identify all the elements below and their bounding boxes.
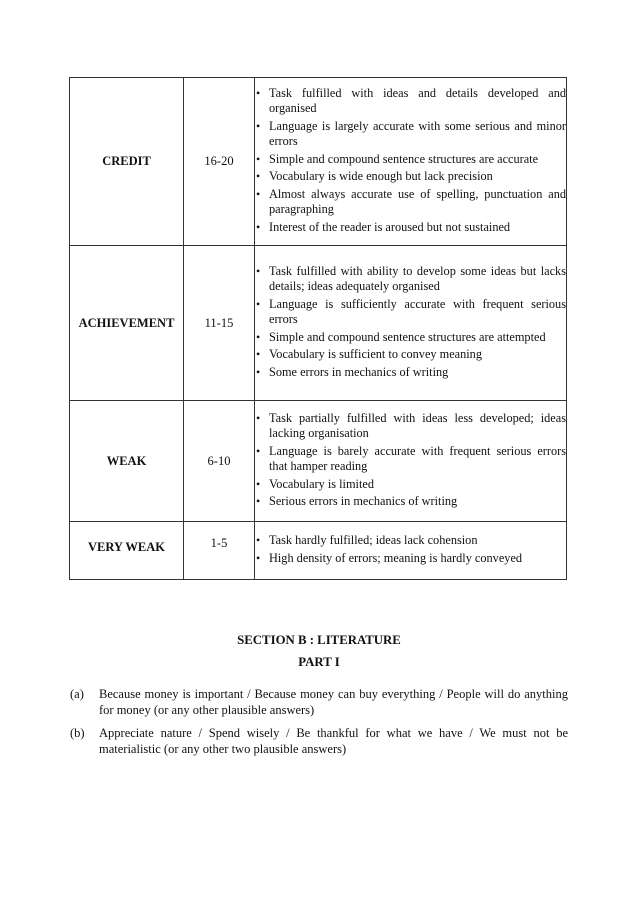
- criterion: • Language is barely accurate with frequent serious errors that hamper reading: [255, 444, 566, 475]
- rubric-row-very-weak: [70, 522, 567, 580]
- rubric-row-weak: [70, 401, 567, 522]
- grade-label: ACHIEVEMENT: [70, 246, 184, 401]
- marks-range: 11-15: [184, 246, 255, 401]
- criterion: • Language is largely accurate with some serious and minor errors: [255, 119, 566, 150]
- criterion: • Language is sufficiently accurate with frequent serious errors: [255, 297, 566, 328]
- criterion: • Vocabulary is sufficient to convey meaning: [255, 347, 566, 363]
- criterion: • Task fulfilled with ideas and details developed and organised: [255, 86, 566, 117]
- criterion: • Simple and compound sentence structures are attempted: [255, 330, 566, 346]
- criteria-list: [255, 86, 566, 236]
- criterion: • High density of errors; meaning is hardly conveyed: [255, 551, 566, 567]
- criterion: • Almost always accurate use of spelling, punctuation and paragraphing: [255, 187, 566, 218]
- marks-range: 6-10: [184, 401, 255, 522]
- marks-range: 1-5: [184, 522, 255, 580]
- criterion: • Task partially fulfilled with ideas less developed; ideas lacking organisation: [255, 411, 566, 442]
- answer-item: [70, 725, 568, 757]
- grade-label: CREDIT: [70, 78, 184, 246]
- answer-label: (b): [70, 726, 85, 740]
- criteria-cell: [255, 401, 567, 522]
- criterion: • Task fulfilled with ability to develop some ideas but lacks details; ideas adequately organised: [255, 264, 566, 295]
- criteria-list: [255, 411, 566, 510]
- marking-rubric-table: [69, 77, 567, 580]
- marks-range: 16-20: [184, 78, 255, 246]
- criterion: • Serious errors in mechanics of writing: [255, 494, 566, 510]
- criterion: • Simple and compound sentence structures are accurate: [255, 152, 566, 168]
- criteria-cell: [255, 246, 567, 401]
- answer-text: Appreciate nature / Spend wisely / Be thankful for what we have / We must not be materialistic (or any other two plausible answers): [99, 726, 568, 756]
- criteria-list: [255, 533, 566, 566]
- answer-item: [70, 686, 568, 718]
- criteria-list: [255, 264, 566, 381]
- rubric-row-credit: [70, 78, 567, 246]
- criterion: • Vocabulary is limited: [255, 477, 566, 493]
- grade-label: WEAK: [70, 401, 184, 522]
- criteria-cell: [255, 78, 567, 246]
- criterion: • Interest of the reader is aroused but not sustained: [255, 220, 566, 236]
- criterion: • Task hardly fulfilled; ideas lack cohension: [255, 533, 566, 549]
- criterion: • Some errors in mechanics of writing: [255, 365, 566, 381]
- criteria-cell: [255, 522, 567, 580]
- answer-text: Because money is important / Because money can buy everything / People will do anything for money (or any other plausible answers): [99, 687, 568, 717]
- section-title: SECTION B : LITERATURE: [237, 633, 401, 647]
- answer-label: (a): [70, 687, 84, 701]
- criterion: • Vocabulary is wide enough but lack precision: [255, 169, 566, 185]
- rubric-row-achievement: [70, 246, 567, 401]
- grade-label: VERY WEAK: [70, 522, 184, 580]
- part-title: PART I: [298, 655, 340, 669]
